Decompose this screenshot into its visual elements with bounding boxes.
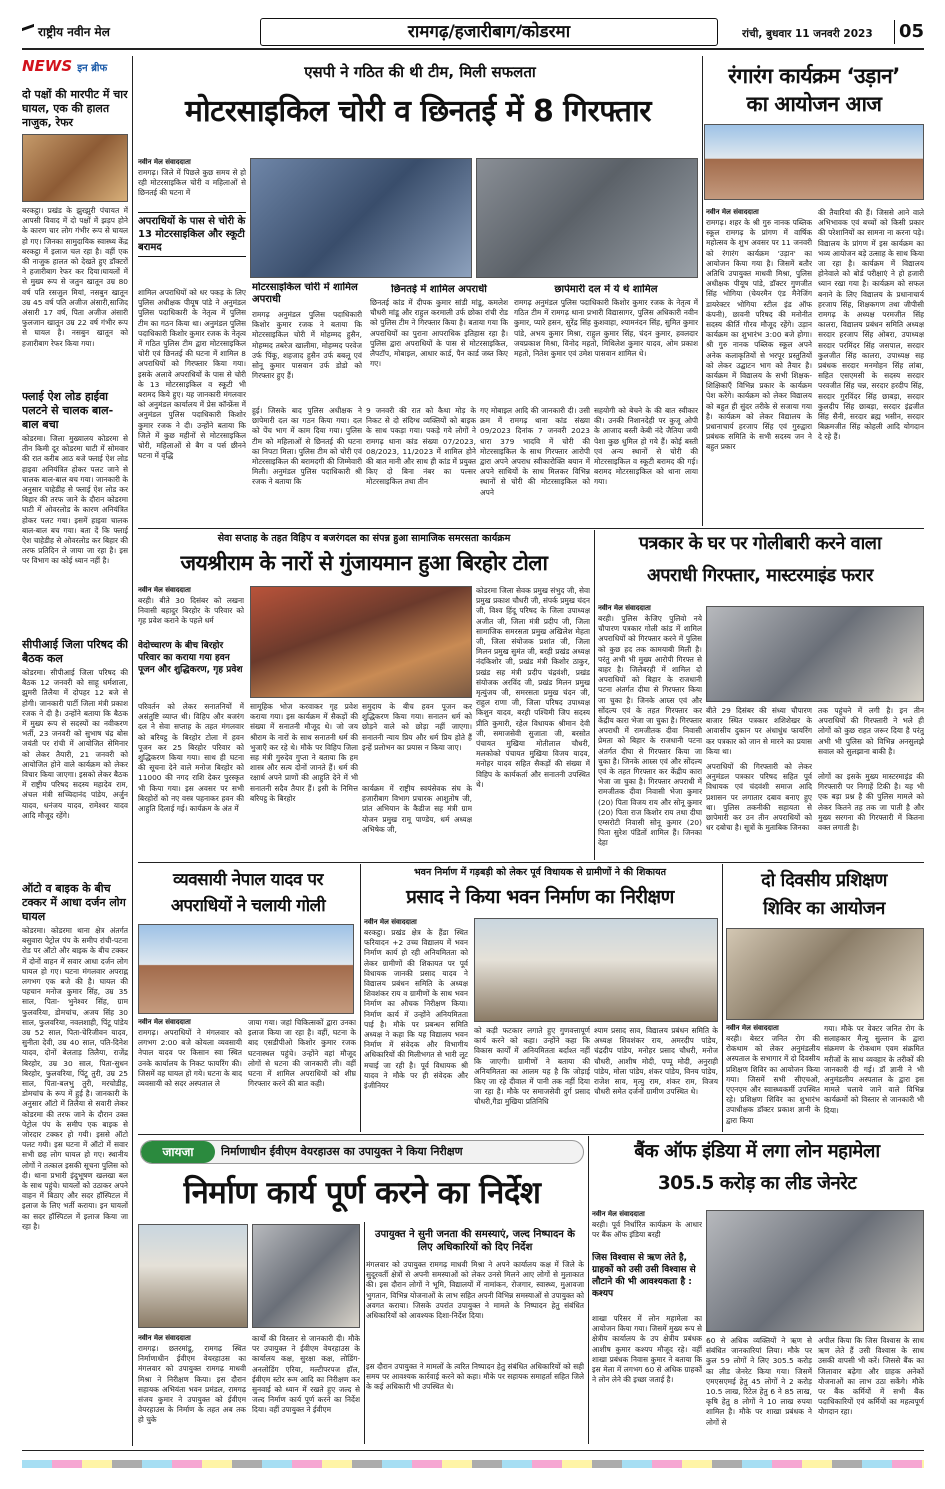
- bank-box-title: जिस विश्वास से ऋण लेते है, ग्राहकों को उसी उसी विश्वास से लौटाने की भी आवश्यकता है : कश्यप: [592, 1253, 696, 1299]
- lead-byline: नवीन मेल संवाददाता: [138, 158, 191, 166]
- lead-photo-1: [250, 158, 472, 278]
- udaan-col-1: रामगढ़। शहर के श्री गुरु नानक पब्लिक स्कूल रामगढ़ के प्रांगण में वार्षिक महोत्सव के शुभ अवसर पर 11 जनवरी को रंगारंग कार्यक्रम 'उड़ान' का आयोजन किया गया है। जिसमें बतौर अतिथि उपायुक्त माधवी मिश्रा, पुलिस अधीक्षक पीयूष पांडे, डॉक्टर गुणजीत सिंह भोगिया (चेयरमैन एंड मैनेजिंग डायरेक्टर भोगिया स्टील इंड ऑफ कंपनी), छावनी परिषद की मनोनीत सदस्य कीर्ति गौरव मौजूद रहेंगे। उड़ान कार्यक्रम का शुभारंभ 3:00 बजे होगा। श्री गुरु नानक पब्लिक स्कूल अपने अनेक कलाकृतियों से भरपूर प्रस्तुतियों को लेकर उद्घाटन भाग को तैयार है। कार्यक्रम में विद्यालय के सभी शिक्षक-शिक्षिकाएँ विभिन्न प्रकार के कार्यक्रम पेश करेंगे। कार्यक्रम को लेकर विद्यालय को बहुत ही सुंदर तरीके से सजाया गया है। कार्यक्रम को लेकर विद्यालय के प्रधानाचार्य हरजाप सिंह एवं गुरुद्वारा प्रबंधक समिति के सभी सदस्य जन ने बहुत प्रकार: [706, 218, 812, 452]
- journalist-col-2: बीते 29 दिसंबर की संध्या चौपारण बाजार स्थित पत्रकार शशिशेखर के आवासीय दुकान पर अंधाधुंध फायरिंग कर पत्रकार को जान से मारने का प्रयास किया था।: [706, 706, 812, 756]
- lead-intro: रामगढ़। जिले में पिछले कुछ समय से हो रही मोटरसाइकिल चोरी व महिलाओं से छिनतई की घटना में: [138, 168, 246, 198]
- brief-label: इन ब्रीफ: [77, 63, 108, 74]
- bank-col-1: शाखा परिसर में लोन महामेला का आयोजन किया गया। जिसमें मुख्य रूप से क्षेत्रीय कार्यालय के उप क्षेत्रीय प्रबंधक आशीष कुमार कश्यप मौजूद रहे। वहीं शाखा प्रबंधक निवास कुमार ने बताया कि इस मेला में लगभग 60 से अधिक ग्राहकों ने लोन लेने की इच्छा जताई है।: [592, 1314, 702, 1385]
- brief-title-4: ऑटो व बाइक के बीच टक्कर में आधा दर्जन लोग घायल: [22, 882, 126, 923]
- footer-rule: [22, 1450, 924, 1451]
- lead-col-4: गए मोबाइल आदि की जानकारी दी। उसी क्रम में रामगढ़ थाना कांड संख्या 09/2023 दिनांक 7 जनवरी 2023 धारा 379 भादवि में चोरी की मोटरसाइकिल के साथ गिरफ्तार आरोपी द्वारा अपने अपराध स्वीकारोक्ति बयान में अपने साथियों के साथ मिलकर विभिन्न स्थानों से चोरी की मोटरसाइकिल को अपने: [480, 406, 590, 497]
- bank-col-2: 60 से अधिक व्यक्तियों ने ऋण से संबंधित जानकारियां लिया। मौके पर कुल 59 लोगों ने लिए 305.5 करोड़ का लीड जेनरेट किया गया। जिसमें एमएसएमई हेतु 45 लोगों ने 2 करोड़ 10.5 लाख, रिटेल हेतु 6 ने 85 लाख, कृषि हेतु 8 लोगों ने 10 लाख रुपया शामिल है। मौके पर शाखा प्रबंधक ने लोगों से: [706, 1336, 812, 1427]
- lead-col-1: शामिल अपराधियों को धर पकड़ के लिए पुलिस अधीक्षक पीयूष पांडे ने अनुमंडल पुलिस पदाधिकारी के नेतृत्व में पुलिस टीम का गठन किया था। अनुमंडल पुलिस पदाधिकारी किशोर कुमार रजक के नेतृत्व में गठित पुलिस टीम द्वारा मोटरसाइकिल चोरी एवं छिनतई की घटना में शामिल 8 अपराधियों को गिरफ्तार किया गया। इसके अलावे अपराधियों के पास से चोरी के 13 मोटरसाइकिल व स्कूटी भी बरामद किये हुए। यह जानकारी मंगलवार को अनुमंडल कार्यालय में प्रेस कॉन्फ्रेंस में अनुमंडल पुलिस पदाधिकारी किशोर कुमार रजक ने दी। उन्होंने बताया कि जिले में कुछ महीनों से मोटरसाइकिल चोरी, महिलाओं से बैग व पर्स छीनने घटना में वृद्धि: [138, 288, 246, 461]
- brief-body-4: कोडरमा। कोडरमा थाना क्षेत्र अंतर्गत बसुवारा पेट्रोल पंप के समीप रांची-पटना रोड पर ऑटो और बाइक के बीच टक्कर में दोनों वाहन में सवार आधा दर्जन लोग घायल हो गए। घटना मंगलवार अपराह्न लगभग एक बजे की है। घायल की पहचान मनोज कुमार सिंह, उम्र 35 साल, पिता- भुनेश्वर सिंह, ग्राम फुलवरिया, डोमचांच, अजय सिंह 30 साल, फुलवरिया, नवलशाही, पिंटू पांडेय उम्र 52 साल, पिता-चेरिजीवन यादव, सुनीता देवी, उम्र 40 साल, पति-दिनेश यादव, दोनों बेलताड़ तिलैया, राजेंद्र बिरहोर, उम्र 30 साल, पिता-सुधन बिरहोर, फुलवरिया, पिंटू तुरी, उम्र 25 साल, पिता-बलभु तुरी, मरचोडीह, डोमचांच के रूप में हुई है। जानकारी के अनुसार ऑटो में तिलैया से सवारी लेकर कोडरमा की तरफ जाने के दौरान उक्त पेट्रोल पंप के समीप एक बाइक से जोरदार टक्कर हो गयी। इससे ऑटो पलट गयी। इस घटना में ऑटो में सवार सभी छह लोग घायल हो गए। स्थानीय लोगों ने तत्काल इसकी सूचना पुलिस को दी। थाना प्रभारी इंदुभूषण खलखा बल के साथ पहुंचे। घायलों को उठाकर अपने वाहन में बिठाए और सदर हॉस्पिटल में इलाज के लिए भर्ती कराया। इन घायलों का सदर हॉस्पिटल में इलाज किया जा रहा है।: [22, 926, 128, 1231]
- virhor-col-2: सामूहिक भोज करवाकर गृह प्रवेश कराया गया। इस कार्यक्रम में सैकड़ों की संख्या में सनातनी मौजूद थे। जो जय श्रीराम के नारों के साथ सनातनी धर्म की भुजाएँ कर रहे थे। मौके पर विहिप जिला सह मंत्री गुरुदेव गुप्ता ने बताया कि हम शास्त्र और सत्य दोनों जानते हैं। धर्म की रक्षार्थ अपने प्राणों की आहुति देने में भी सनातनी सदैव तैयार हैं। इसी के निमित्त बरियट्ठ के बिरहोर: [250, 702, 358, 803]
- journalist-byline: नवीन मेल संवाददाता: [598, 604, 651, 612]
- lead-col-5: सहयोगी को बेचने के की बात स्वीकार की। उनकी निशानदेही पर कुजू ओपी के आजाद बस्ती केबी नंदे जैतिया जयी पेशा कुछ धुमिल हो गये हैं। कोई बस्ती एवं अन्य स्थानों से चोरी की मोटरसाइकिल व स्कूटी बरामद की गई। बरामद मोटरसाइकिल को थाना लाया गया।: [594, 406, 698, 487]
- virhor-col-3b: कार्यक्रम में राष्ट्रीय स्वयंसेवक संघ के हजारीबाग विभाग प्रचारक आशुतोष जी, प्रांत अभियान के कैडीज सह मंत्री ग्राम योजन प्रमुख रामू पाण्डेय, धर्म अध्यक्ष अभिषेक जी,: [362, 784, 472, 834]
- udaan-byline: नवीन मेल संवाददाता: [706, 208, 759, 216]
- warehouse-sub-col-2: इस दौरान उपायुक्त ने मामलों के त्वरित निष्पादन हेतु संबंधित अधिकारियों को सही समय पर आवश्यक कार्रवाई करने को कहा। मौके पर सहायक समाहर्ता सहित जिले के कई अधिकारी भी उपस्थित थे।: [366, 1362, 584, 1392]
- page-number: 05: [894, 20, 924, 44]
- warehouse-col-1: रामगढ़। छतरमांडू, रामगढ़ स्थित निर्माणाधीन ईवीएम वेयरहाउस का मंगलवार को उपायुक्त रामगढ़ माधवी मिश्रा ने निरीक्षण किया। इस दौरान सहायक अभियंता भवन प्रमंडल, रामगढ़ संजय कुमार ने उपायुक्त को ईवीएम वेयरहाउस के निर्माण के तहत अब तक हो चुके: [138, 1344, 246, 1425]
- udaan-photo: [704, 124, 924, 200]
- dateline: रांची, बुधवार 11 जनवरी 2023: [742, 28, 873, 40]
- training-col-2: गया। मौके पर वेक्टर जनित रोग के सलाहकार मैत्यू सुल्तान के द्वारा संक्रमण के रोकथाम एवम संक्रमित मरीजों के साथ व्यवहार के तरीकों की जानकारी दी गई। डॉ ज्ञानी ने भी अनुमंडलीय अस्पताल के द्वारा इस मामले चलाये जाने वाले विभिन्न कार्यक्रमों को विस्तार से जानकारी भी दिया।: [824, 1024, 924, 1115]
- lead-col-3: 9 जनवरी की रात को कैथा मोड़ के निकट से दो संदिग्ध व्यक्तियों को बाइक के साथ पकड़ा गया। पकड़े गये लोगों ने रामगढ़ थाना कांड संख्या 07/2023, 08/2023, 11/2023 में शामिल होने की बात मानी और साथ ही कांड में प्रयुक्त किए दो बिना नंबर का पल्सर मोटरसाइकिल तथा तीन: [366, 406, 476, 487]
- bank-intro: बरही। पूर्व निर्धारित कार्यक्रम के आधार पर बैंक ऑफ इंडिया बरही: [592, 1220, 702, 1240]
- bhawan-col-1: बरकट्ठा। प्रखंड क्षेत्र के हैंडा स्थित फरियादन +2 उच्च विद्यालय में भवन निर्माण कार्य हो रही अनियमितता को लेकर ग्रामीणों की शिकायत पर पूर्व विधायक जानकी प्रसाद यादव ने विद्यालय प्रबंधन समिति के अध्यक्ष शिवशंकर राय व ग्रामीणों के साथ भवन निर्माण का औचक निरीक्षण किया। निर्माण कार्य में उन्होंने अनियमितता पाई है। मौके पर प्रबन्धन समिति अध्यक्ष ने कहा कि यह विद्यालय भवन निर्माण में संवेदक और विभागीय अधिकारियों की मिलीभगत से भारी लूट मचाई जा रही है। पूर्व विधायक श्री यादव ने मौके पर ही संवेदक और इंजीनियर: [364, 928, 468, 1091]
- virhor-intro: बरही। बीते 30 दिसंबर को लखना निवासी बहादुर बिरहोर के परिवार को गृह प्रवेश कराने के पहले धर्म: [138, 596, 244, 626]
- sidebox-3-title: छापेमारी दल में ये थे शामिल: [554, 284, 658, 295]
- warehouse-tag: जायजा: [141, 1141, 215, 1163]
- brief-body-3: कोडरमा। सीपीआई जिला परिषद की बैठक 12 जनवरी को साहू धर्मशाला, झुमरी तिलैया में दोपहर 12 बजे से होगी। जानकारी पार्टी जिला मंत्री प्रकाश रजक ने दी है। उन्होंने बताया कि बैठक में मुख्य रूप से सदस्यों का नवीकरण भर्ती, 23 जनवरी को सुभाष चंद्र बोस जयंती पर रांची में आयोजित सेमिनार को लेकर तैयारी, 21 जनवरी को आयोजित होने वाले कार्यक्रम को लेकर विचार किया जाएगा। इसको लेकर बैठक में राष्ट्रीय परिषद सदस्य महादेव राम, अंचल मंत्री सच्चिदानंद पांडेय, अर्जुन यादव, धनंजय यादव, रामेश्वर यादव आदि मौजूद रहेंगे।: [22, 668, 128, 820]
- training-headline-2: शिविर का आयोजन: [763, 898, 885, 919]
- left-column-divider: [132, 56, 133, 1446]
- section-rule-1: [138, 528, 924, 529]
- column-divider-journalist: [594, 530, 595, 860]
- warehouse-photo-1: [138, 1224, 248, 1328]
- journalist-photo: [706, 606, 924, 702]
- journalist-col-1: बरही। पुलिस केजिए पुलिवो नये चौपारण पत्रकार गोली कांड में शामिल अपराधियों को गिरफ्तार करने में पुलिस को कुछ हद तक कामयाबी मिली है। परंतु अभी भी मुख्य आरोपी गिरफ्त से बाहर है। जिलेबरही में शामिल दो अपराधियों को बिहार के राजधानी पटना अंतर्गत दीघा से गिरफ्तार किया जा चुका है। जिनके आम्र्स एवं और सोंदल्य एवं के तहत गिरफ्तार कर केंद्रीय कारा भेजा जा चुका है। गिरफ्तार अपराधी में रामजीतक दीवा निवासी प्रेमता को बिहार के राजधानी पटना अंतर्गत दीघा से गिरफ्तार किया जा चुका है। जिनके आम्र्स एवं और सोंदल्य एवं के तहत गिरफ्तार कर केंद्रीय कारा भेजा जा चुका है। गिरफ्तार अपराधी में रामजीतक दीवा निवासी भेजा कुमार (20) पिता विजय राय और सोनू कुमार (20) पिता राज किशोर राय तथा दीघा एम्सरोटी निवासी सोनू कुमार (20) पिता सुरेश पंडितों शामिल हैं। जिनका देहा: [598, 614, 702, 848]
- virhor-byline: नवीन मेल संवाददाता: [138, 586, 191, 594]
- brief-title-3: सीपीआई जिला परिषद की बैठक कल: [22, 638, 128, 665]
- column-divider-bank: [588, 1136, 589, 1444]
- journalist-col-3: तक पहुंचने में लगी है। इन तीन अपराधियों की गिरफ्तारी ने भले ही लोगों को कुछ राहत जरूर दिया है परंतु अभी भी पुलिस को विभिन्न अनसुलझे सवाल को सुलझाना बाकी है।: [818, 706, 924, 756]
- virhor-photo: [250, 586, 472, 698]
- brief-title-2: फ्लाई ऐश लोड हाईवा पलटने से चालक बाल-बाल बचा: [22, 390, 114, 431]
- nepal-headline-2: अपराधियों ने चलायी गोली: [170, 896, 326, 916]
- bhawan-kicker: भवन निर्माण में गड़बड़ी को लेकर पूर्व विधायक से ग्रामीणों ने की शिकायत: [414, 867, 666, 878]
- section-title-bar: [260, 18, 718, 46]
- udaan-col-2: की तैयारियां की हैं। जिससे आने वाले अभिभावक एवं बच्चों को किसी प्रकार की परेशानियों का सामना ना करना पड़े। विद्यालय के प्रांगण में इस कार्यक्रम का भव्य आयोजन बड़े उत्साह के साथ किया जा रहा है। कार्यक्रम में विद्यालय होनेवाले को बोर्ड परीक्षाएं ने हो हजारी ध्यान रखा गया है। कार्यक्रम को सफल बनाने के लिए विद्यालय के प्रधानाचार्य हरजाप सिंह, शिक्षकगण तथा जीपीसी रामगढ़ के अध्यक्ष परमजीत सिंह कालरा, विद्यालय प्रबंधन समिति अध्यक्ष सरदार हरजाप सिंह ओबरा, उपाध्यक्ष सरदार परमिंदर सिंह जसपाल, सरदार कुलजीत सिंह कालरा, उपाध्यक्ष सह प्रबंधक सरदार मनमोहन सिंह लांबा, सहित एसएमसी के सदस्य सरदार परवजीत सिंह चन्न, सरदार हरदीप सिंह, सरदार गुरविंदर सिंह छाबड़ा, सरदार कुलदीप सिंह छाबड़ा, सरदार इंद्रजीत सिंह सैनी, सरदार ब्रह्म भसीन, सरदार बिक्रमजीत सिंह कोहली आदि योगदान दे रहे हैं।: [818, 208, 924, 442]
- warehouse-kicker-bar: [140, 1140, 584, 1164]
- lead-headline: मोटरसाइकिल चोरी व छिनतई में 8 गिरफ्तार: [184, 94, 652, 129]
- udaan-headline-1: रंगारंग कार्यक्रम ‘उड़ान’: [728, 64, 900, 88]
- virhor-col-1: परिवर्तन को लेकर सनातनियों में असंतुष्टि व्याप्त थी। विहिप और बजरंग दल ने सेवा सप्ताह के तहत मंगलवार को बरियट्ठ के बिरहोर टोला में हवन पूजन कर 25 बिरहोर परिवार को शुद्धिकरण किया गया। साथ ही घटना की सूचना देने वाले मनोज बिरहोर को 11000 की नगद राशि देकर पुरस्कृत भी किया गया। इस अवसर पर सभी बिरहोरों को नए वस्त्र पहनाकर हवन की आहुति दिलाई गई। कार्यक्रम के अंत में: [138, 702, 244, 814]
- udaan-headline-2: का आयोजन आज: [746, 92, 882, 116]
- virhor-headline: जयश्रीराम के नारों से गुंजायमान हुआ बिरहोर टोला: [180, 551, 548, 575]
- bhawan-photo: [474, 918, 718, 1022]
- journalist-headline-1: पत्रकार के घर पर गोलीबारी करने वाला: [638, 533, 882, 554]
- bank-photo: [706, 1210, 924, 1332]
- lead-box-title: अपराधियों के पास से चोरी के 13 मोटरसाइकिल और स्कूटी बरामद: [138, 212, 246, 257]
- brief-photo-1: [22, 134, 128, 202]
- section-rule-2: [138, 862, 924, 863]
- lead-col-2: हुई। जिसके बाद पुलिस अधीक्षक ने छापेमारी दल का गठन किया गया। दल को पेंच भाग में काम दिया गया। पुलिस टीम को महिलाओं से छिनतई की घटना का निपटा मिला। पुलिस टीम को चोरी एवं मोटरसाइकिल की बरामदगी की जिम्मेवारी मिली। अनुमंडल पुलिस पदाधिकारी श्री रजक ने बताया कि: [252, 406, 362, 487]
- virhor-col-3: समुदाय के बीच हवन पूजन कर शुद्धिकरण किया गया। सनातन धर्म को छोड़ने वाले को छोड़ा नहीं जाएगा। सनातनी न्याय प्रिय और धर्म प्रिय होते हैं इन्हें प्रलोभन का प्रयास न किया जाए।: [362, 702, 472, 752]
- brief-body-1: बरकट्ठा। प्रखंड के झुरझुरी पंचायत में आपसी विवाद में दो पक्षों में झड़प होने के कारण चार लोग गंभीर रूप से घायल हो गए। जिनका सामुदायिक स्वास्थ्य केंद्र बरकट्ठा में इलाज चल रहा है। वहीं एक की नाजुक हालत को देखते हुए डॉक्टरों ने हजारीबाग रेफर कर दिया।घायलों में से मुख्य रूप से जतुन खातून उम्र 80 वर्ष पति रसजुल मियां, नसबुन खातून उम्र 45 वर्ष पति अजीज अंसारी,साजिद अंसारी 17 वर्ष, पिता अजीज अंसारी फुलजान खातून उम्र 22 वर्ष गंभीर रूप से घायल है। नसबुन खातून को हजारीबाग रेफर किया गया।: [22, 206, 128, 348]
- lead-kicker: एसपी ने गठित की थी टीम, मिली सफलता: [304, 63, 536, 81]
- section-title: रामगढ़/हजारीबाग/कोडरमा: [407, 22, 571, 42]
- lead-photo-2: [476, 158, 698, 278]
- sidebox-2-title: छिनतई में शामिल अपराधी: [391, 284, 487, 295]
- warehouse-byline: नवीन मेल संवाददाता: [138, 1334, 191, 1342]
- color-registration-bar: [22, 1460, 924, 1468]
- nepal-col-1: रामगढ़। अपराधियों ने मंगलवार को लगभग 2:00 बजे कोयला व्यवसायी नेपाल यादव पर किसान स्वा स्थित उनके कार्यालय के निकट फायरिंग की। जिसमें वह घायल हो गये। घटना के बाद व्यवसायी को सदर अस्पताल ले: [138, 1028, 242, 1089]
- news-brief-column: [22, 56, 128, 1446]
- warehouse-photo-2: [252, 1224, 360, 1328]
- nepal-byline: नवीन मेल संवाददाता: [138, 1018, 191, 1026]
- sidebox-1-title: मोटरसाइकिल चोरी में शामिल अपराधी: [252, 282, 358, 305]
- virhor-kicker: सेवा सप्ताह के तहत विहिप व बजरंगदल का संपन्न हुआ सामाजिक समरसता कार्यक्रम: [217, 533, 511, 544]
- journalist-col-3b: लोगों का इसके मुख्य मास्टरमाइंड की गिरफ्तारी पर निगाहें टिकी है। यह भी एक बड़ा प्रश्न है की पुलिस मामले को लेकर कितने तह तक जा पाती है और मुख्य सरगना की गिरफ्तारी में कितना वक्त लगाती है।: [818, 772, 924, 833]
- bhawan-byline: नवीन मेल संवाददाता: [364, 918, 417, 926]
- bank-col-3: अपील किया कि जिस विश्वास के साथ ऋण लेते हैं उसी विश्वास के साथ उसकी वापसी भी करें। जिससे बैंक का जिलावार बढ़ेगा और ग्राहक अनेकों योजनाओं का लाभ उठा सकेंगे। मौके पर बैंक कर्मियों में सभी बैंक पदाधिकारियों एवं कर्मियों का महत्वपूर्ण योगदान रहा।: [818, 1336, 924, 1417]
- section-rule-3: [138, 1134, 924, 1135]
- training-col-1: बरही। बेस्टर जनित रोग की रोकथाम को लेकर अनुमंडलीय अस्पताल के सभागार में दो दिवसीय प्रशिक्षण शिविर का आयोजन किया गया। जिसमें सभी सीएचओ, एएनएम और स्वास्थ्यकर्मी उपस्थित रहे। प्रशिक्षण शिविर का शुभारंभ उपाधीक्षक डॉक्टर प्रकाश ज्ञानी के द्वारा किया: [726, 1034, 820, 1125]
- bhawan-col-3: श्याम प्रसाद साव, विद्यालय प्रबंधन समिति के अध्यक्ष शिवशंकर राय, अमरदीप पांडेय, चंद्रदीप पांडेय, मनोहर प्रसाद चौधरी, मनोज चौधरी, आशीष मोदी, पप्पू मोदी, अनुराही पांडेय, मोला पांडेय, शंकर पांडेय, विनय पांडेय, राजेश साव, मृत्यु राम, शंकर राम, विजय चौधरी समेत दर्जनों ग्रामीण उपस्थित थे।: [594, 1026, 718, 1097]
- bhawan-headline: प्रसाद ने किया भवन निर्माण का निरीक्षण: [406, 886, 674, 908]
- virhor-col-4: कोडरमा जिला सेवक प्रमुख संभुद जी, सेवा प्रमुख प्रकाश चौधरी जी, संपर्क प्रमुख चंदन जी, विश्व हिंदू परिषद के जिला उपाध्यक्ष अजीत जी, जिला मंत्री प्रदीप जी, जिला सामाजिक समरसता प्रमुख अखिलेश मेहता जी, जिला संयोजक प्रशांत जी, जिला मिलन प्रमुख सुमंत जी, बरही प्रखंड अध्यक्ष नंदकिशोर जी, प्रखंड मंत्री किशोर ठाकुर, प्रखंड सह मंत्री प्रदीप चंद्रवंशी, प्रखंड संयोजक अरविंद जी, प्रखंड मिलन प्रमुख मृत्युंजय जी, समरसता प्रमुख चंदन जी, राहुल राणा जी, जिला परिषद उपाध्यक्ष किशुन यादव, बरही पश्चिमी जिप सदस्य प्रीति कुमारी, रहेल विधायक श्रीमान देवी जी, समाजसेवी सुजाता जी, बरसोत पंचायत मुखिया मोतीलाल चौधरी, मलकोको पंचायत मुखिया विजय यादव, मनोहर यादव सहित सैकड़ों की संख्या में विहिप के कार्यकर्ता और सनातनी उपस्थित थे।: [476, 586, 590, 789]
- column-divider-training: [722, 864, 723, 1132]
- sidebox-1-body: रामगढ़ अनुमंडल पुलिस पदाधिकारी किशोर कुमार रजक ने बताया कि मोटरसाइकिल चोरी में मोहम्मद हुसैन, मोहम्मद तबरेज खालीमा, मोहम्मद परवेज उर्फ पिंकू, शहजाद हुसैन उर्फ बबलू एवं सोनू कुमार पासवान उर्फ डोडो को गिरफ्तार हुए हैं।: [252, 310, 362, 381]
- bank-headline-1: बैंक ऑफ इंडिया में लगा लोन महामेला: [634, 1141, 880, 1162]
- virhor-box-title: वेदोच्चारण के बीच बिरहोर परिवार का कराया गया हवन पूजन और शुद्धिकरण, गृह प्रवेश: [138, 641, 243, 675]
- warehouse-headline: निर्माण कार्य पूर्ण करने का निर्देश: [183, 1175, 541, 1211]
- right-column-divider-top: [702, 56, 703, 526]
- training-byline: नवीन मेल संवाददाता: [726, 1024, 779, 1032]
- sidebox-2-body: छिनतई कांड में दीपक कुमार सांडी मांडू, कमलेश चौधरी मांडू और राहुल करमाली उर्फ छोका रांची रोड को पुलिस टीम ने गिरफ्तार किया है। बताया गया कि अपराधियों का पुराना आपराधिक इतिहास रहा है। पुलिस द्वारा अपराधियों के पास से मोटरसाइकिल, लैपटॉप, मोबाइल, आधार कार्ड, पैन कार्ड जब्त किए गए।: [370, 298, 508, 369]
- column-divider-bhawan: [360, 864, 361, 1132]
- brief-title-1: दो पक्षों की मारपीट में चार घायल, एक की हालत नाजुक, रेफर: [22, 88, 128, 129]
- bhawan-col-2: को कड़ी फटकार लगाते हुए गुणवत्तापूर्ण कार्य करने को कहा। उन्होंने कहा कि विकास कार्यों में अनियमितता बर्दाश्त नहीं कि जाएगी। ग्रामीणों ने बताया की अनियमितता का आलम यह है कि जोड़ाई किए जा रहे दीवाल में पानी तक नहीं दिया जा रहा है। मौके पर समाजसेवी दुर्ग प्रसाद चौधरी,गैडा मुखिया प्रतिनिधि: [474, 1026, 590, 1107]
- bank-byline: नवीन मेल संवाददाता: [592, 1210, 645, 1218]
- nepal-col-2: जाया गया। जहां चिकित्सकों द्वारा उनका इलाज किया जा रहा है। वहीं, घटना के बाद एसडीपीओ किशोर कुमार रजक घटनास्थल पहुंचे। उन्होंने वहां मौजूद लोगों से घटना की जानकारी ली। वहीं घटना में शामिल अपराधियों को शीघ्र गिरफ्तार करने की बात कही।: [248, 1018, 356, 1089]
- sidebox-3-body: रामगढ़ अनुमंडल पुलिस पदाधिकारी किशोर कुमार रजक के नेतृत्व में गठित टीम में रामगढ़ थाना प्रभारी विद्यासागर, पुलिस अधिकारी नवीन कुमार, प्यारे हसन, सुरेंद्र सिंह कुशवाहा, श्यामनंदन सिंह, सुमित कुमार पांडे, अभय कुमार मिश्रा, राहुल कुमार सिंह, चंदन कुमार, हवलदार जयप्रकाश मिश्रा, विनोद महतो, मिथिलेश कुमार यादव, ओम प्रकाश महतो, नितेश कुमार एवं उमेश पासवान शामिल थे।: [514, 298, 698, 359]
- training-photo: [726, 928, 924, 1020]
- warehouse-kicker: निर्माणाधीन ईवीएम वेयरहाउस का उपायुक्त ने किया निरीक्षण: [221, 1145, 463, 1158]
- nepal-photo: [138, 924, 354, 1014]
- bank-headline-2: 305.5 करोड़ का लीड जेनरेट: [657, 1173, 857, 1194]
- bird-icon: [22, 24, 34, 38]
- masthead-rule: [22, 48, 924, 50]
- training-headline-1: दो दिवसीय प्रशिक्षण: [761, 870, 887, 891]
- news-brief-label: [22, 56, 128, 86]
- masthead: [0, 0, 945, 50]
- warehouse-col-2: कार्यों की विस्तार से जानकारी दी। मौके पर उपायुक्त ने ईवीएम वेयरहाउस के कार्यालय कक्ष, सुरक्षा कक्ष, लोडिंग-अनलोडिंग एरिया, मल्टीपरपज हॉल, ईवीएम स्टोर रूम आदि का निरीक्षण कर सुनवाई को ध्यान में रखते हुए जल्द से जल्द निर्माण कार्य पूर्ण करने का निर्देश दिया। वहीं उपायुक्त ने ईवीएम: [252, 1334, 360, 1415]
- nepal-headline-1: व्यवसायी नेपाल यादव पर: [173, 870, 323, 890]
- journalist-headline-2: अपराधी गिरफ्तार, मास्टरमाइंड फरार: [646, 565, 874, 586]
- journalist-col-2b: अपराधियों की गिरफ्तारी को लेकर अनुमंडल पत्रकार परिषद सहित पूर्व विधायक एवं चंदवंशी समाज आदि प्रशासन पर लगातार दबाव बनाए हुए था। पुलिस तकनीकी सहायता से छापेमारी कर उन तीन अपराधियों को धर दबोचा है। सूत्रों के मुताबिक जिनका: [706, 762, 812, 833]
- column-divider-warehouse: [364, 1222, 365, 1444]
- warehouse-sub-col-1: मंगलवार को उपायुक्त रामगढ़ माधवी मिश्रा ने अपने कार्यालय कक्ष में जिले के सुदूरवर्ती क्षेत्रों से अपनी समस्याओं को लेकर उनसे मिलने आए लोगों से मुलाकात की। इस दौरान लोगों ने भूमि, विद्यालयों में नामांकन, रोजगार, स्वास्थ्य, मुआवजा भुगतान, विभिन्न योजनाओं के लाभ सहित अपनी विभिन्न समस्याओं से उपायुक्त को अवगत कराया। जिसके उपरांत उपायुक्त ने मामले के निष्पादन हेतु संबंधित अधिकारियों को आवश्यक दिशा-निर्देश दिया।: [366, 1260, 584, 1321]
- news-label: NEWS: [22, 57, 73, 75]
- brief-body-2: कोडरमा। जिला मुख्यालय कोडरमा से तीन किमी दूर कोडरमा घाटी में सोमवार की रात करीब आठ बजे फ्लाई ऐश लोड हाइवा अनियंत्रित होकर पलट जाने से चालक बाल-बाल बच गया। जानकारी के अनुसार चाहेडीह से फ्लाई ऐश लोड कर बिहार की तरफ जाने के दौरान कोडरमा घाटी में ओवरलोड के कारण अनियंत्रित होकर पलट गया। इसमें हाइवा चालक बाल-बाल बच गया। बता दें कि फ्लाई ऐश चाहेडीह से ओवरलोड कर बिहार की तरफ प्रतिदिन ले जाया जा रहा है। इस पर विभाग का कोई ध्यान नहीं है।: [22, 434, 128, 566]
- warehouse-sub-title: उपायुक्त ने सुनी जनता की समस्याएं, जल्द निष्पादन के लिए अधिकारियों को दिए निर्देश: [374, 1229, 575, 1253]
- newspaper-logo: राष्ट्रीय नवीन मेल: [22, 22, 162, 42]
